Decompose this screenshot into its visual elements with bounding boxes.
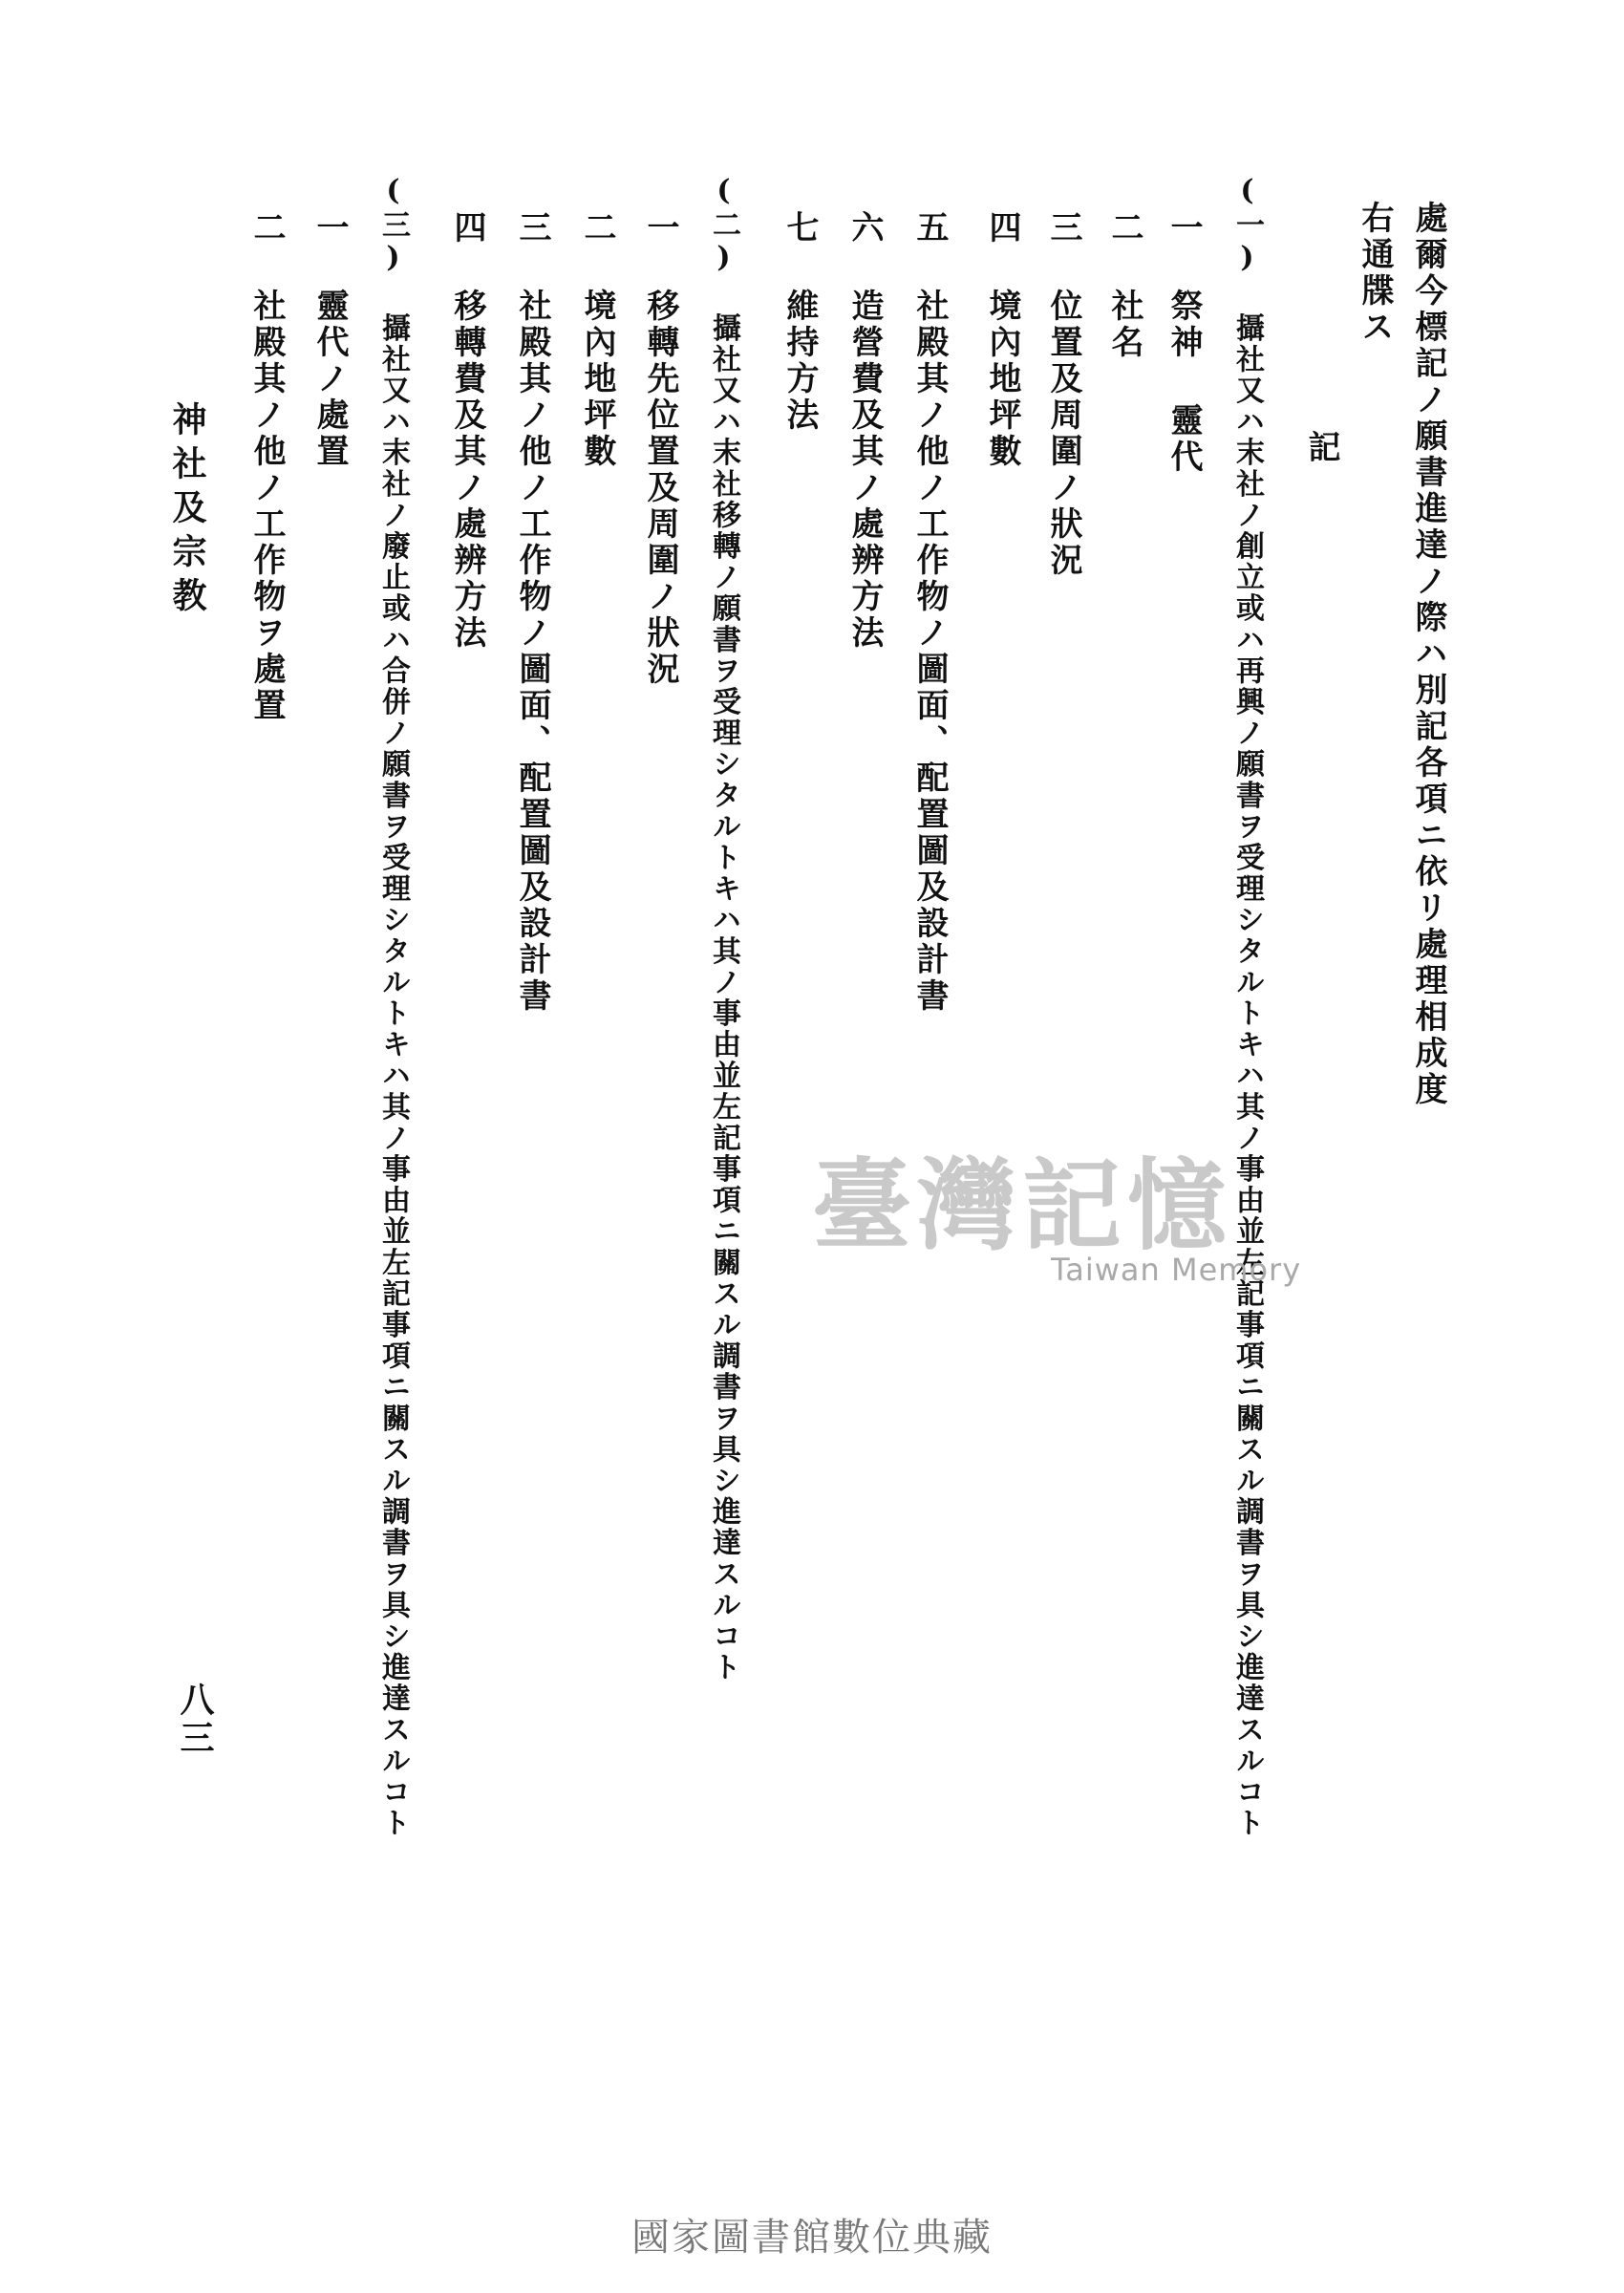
text-column: 三 位置及周圍ノ狀況 [1044,210,1082,579]
text-column: 二 社殿其ノ他ノ工作物ヲ處置 [247,210,286,724]
page-number: 八三 [175,1682,215,1758]
watermark-english: Taiwan Memory [1051,1252,1302,1288]
text-column: 一 祭神 靈代 [1165,210,1203,476]
text-column: 右通牒ス [1356,201,1394,346]
text-column: (三) 攝社又ハ末社ノ廢止或ハ合併ノ願書ヲ受理シタルトキハ其ノ事由並左記事項ニ關スル調書ヲ具シ進達スルコト [376,174,410,1839]
watermark-chinese: 臺灣記憶 [812,1146,1233,1264]
text-column: 記 [1302,430,1340,466]
text-column: 三 社殿其ノ他ノ工作物ノ圖面、配置圖及設計書 [513,210,551,1015]
watermark [812,1146,1309,1299]
text-column: 處爾今標記ノ願書進達ノ際ハ別記各項ニ依リ處理相成度 [1409,201,1447,1108]
footer-credit: 國家圖書館數位典藏 [631,2216,993,2260]
text-column: 四 境內地坪數 [983,210,1021,470]
text-column: 二 境內地坪數 [578,210,616,470]
text-column: 五 社殿其ノ他ノ工作物ノ圖面、配置圖及設計書 [910,210,949,1015]
text-column: (二) 攝社又ハ末社移轉ノ願書ヲ受理シタルトキハ其ノ事由並左記事項ニ關スル調書ヲ具シ進達スルコト [707,174,740,1683]
text-column: 二 社名 [1105,210,1143,361]
text-column: 一 靈代ノ處置 [310,210,349,470]
text-column: 四 移轉費及其ノ處辨方法 [448,210,486,652]
text-column: 六 造營費及其ノ處辨方法 [845,210,884,652]
spine-title: 神社及宗教 [167,401,207,621]
text-column: 一 移轉先位置及周圍ノ狀況 [641,210,679,688]
text-column: (一) 攝社又ハ末社ノ創立或ハ再興ノ願書ヲ受理シタルトキハ其ノ事由並左記事項ニ關スル調書ヲ具シ進達スルコト [1230,174,1264,1839]
text-column: 七 維持方法 [780,210,819,434]
